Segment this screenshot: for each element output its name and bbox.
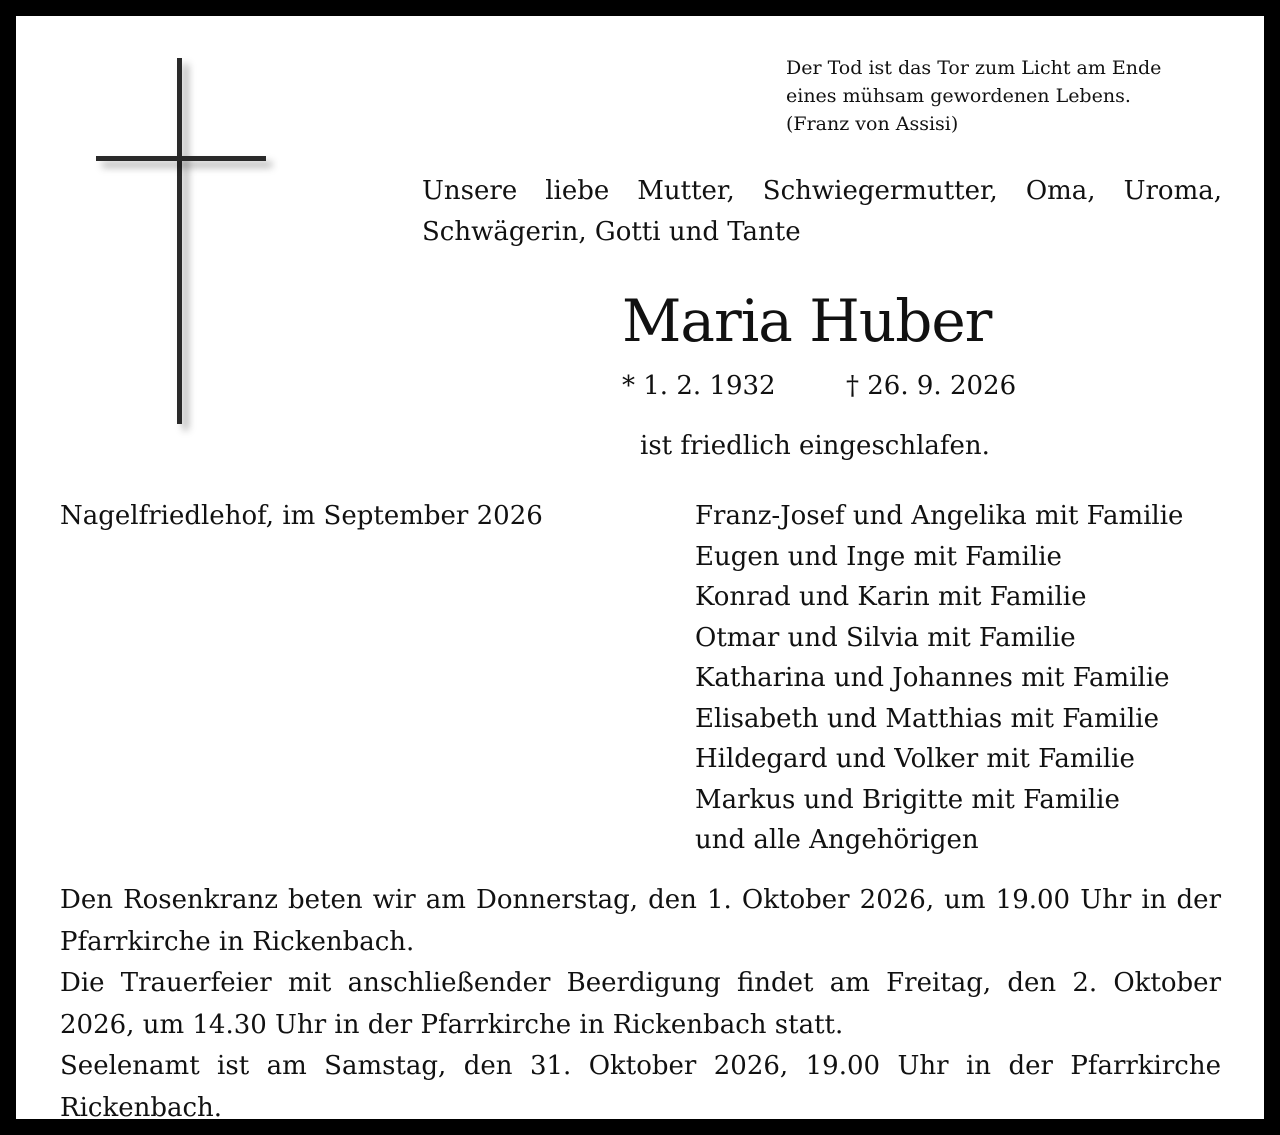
family-member: Konrad und Karin mit Familie xyxy=(695,582,1087,612)
birth-date: * 1. 2. 1932 xyxy=(622,371,776,401)
family-member: Franz-Josef und Angelika mit Familie xyxy=(695,501,1184,531)
life-dates xyxy=(622,366,1017,406)
family-member: und alle Angehörigen xyxy=(695,825,979,855)
cross-icon xyxy=(96,58,266,424)
deceased-name: Maria Huber xyxy=(622,287,992,355)
family-member: Katharina und Johannes mit Familie xyxy=(695,663,1170,693)
cross-vertical-beam xyxy=(177,58,182,424)
death-date: † 26. 9. 2026 xyxy=(846,371,1017,401)
family-member: Markus und Brigitte mit Familie xyxy=(695,784,1120,815)
quote-line: Der Tod ist das Tor zum Licht am Ende xyxy=(786,57,1162,79)
intro-text xyxy=(422,171,1222,253)
death-statement: ist friedlich eingeschlafen. xyxy=(640,431,990,461)
quote xyxy=(786,54,1161,138)
quote-author: (Franz von Assisi) xyxy=(786,113,959,135)
quote-line: eines mühsam gewordenen Lebens. xyxy=(786,85,1131,107)
family-list xyxy=(695,496,1183,861)
family-member: Eugen und Inge mit Familie xyxy=(695,541,1062,572)
requiem-notice: Seelenamt ist am Samstag, den 31. Oktober 2026, 19.00 Uhr in der Pfarrkirche Rickenbach. xyxy=(60,1051,1221,1123)
cross-horizontal-beam xyxy=(96,156,266,161)
intro-line-2: Schwägerin, Gotti und Tante xyxy=(422,217,801,247)
service-notices xyxy=(60,880,1221,1129)
funeral-notice: Die Trauerfeier mit anschließender Beerdigung findet am Freitag, den 2. Oktober 2026, um 14.30 Uhr in der Pfarrkirche in Rickenbach statt. xyxy=(60,968,1221,1040)
family-member: Elisabeth und Matthias mit Familie xyxy=(695,703,1159,734)
family-member: Otmar und Silvia mit Familie xyxy=(695,622,1076,653)
intro-line-1: Unsere liebe Mutter, Schwiegermutter, Oma, Uroma, xyxy=(422,176,1222,206)
family-member: Hildegard und Volker mit Familie xyxy=(695,744,1135,774)
rosary-notice: Den Rosenkranz beten wir am Donnerstag, den 1. Oktober 2026, um 19.00 Uhr in der Pfarrkirche in Rickenbach. xyxy=(60,885,1221,957)
place-and-date: Nagelfriedlehof, im September 2026 xyxy=(60,501,543,531)
obituary-notice xyxy=(16,16,1264,1123)
